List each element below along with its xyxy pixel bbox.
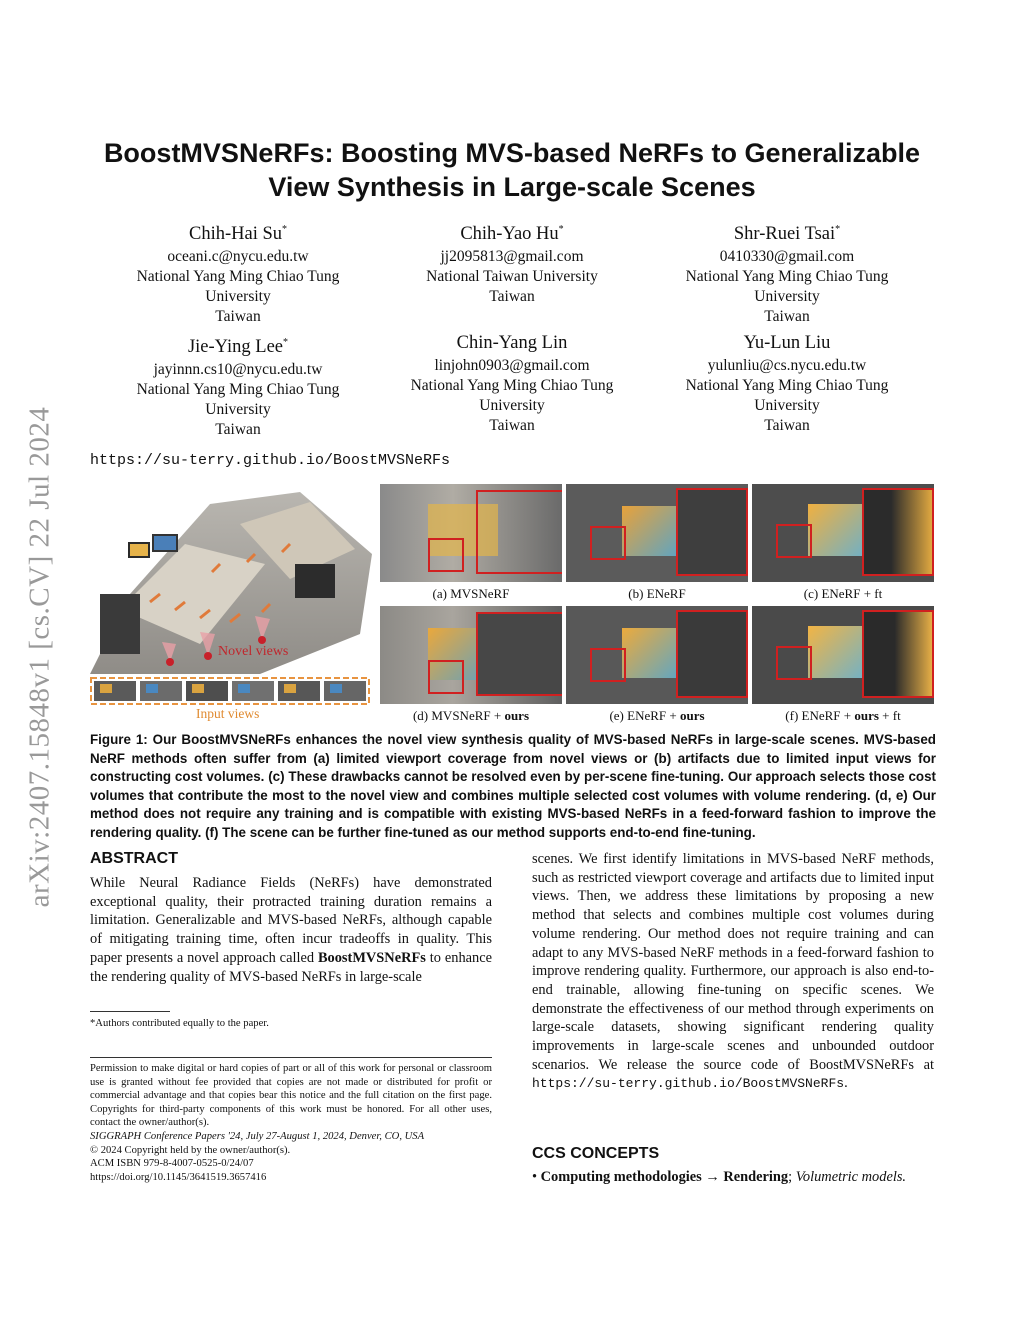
equal-contrib-mark: * [558,224,564,235]
figure-caption: Figure 1: Our BoostMVSNeRFs enhances the novel view synthesis quality of MVS-based NeRFs in large-scale scenes. MVS-based NeRF methods often suffer from (a) limited viewport coverage from novel views or (b) artifacts due to limited input views for constructing cost volumes. (c) These drawbacks cannot be resolved even by per-scene fine-tuning. Our approach selects those cost volumes that contribute the most to the novel view and combines multiple selected cost volumes with volume rendering. (d, e) Our method does not require any training and is compatible with existing MVS-based NeRFs in a feed-forward fashion to improve the rendering quality. (f) The scene can be further fine-tuned as our method supports end-to-end fine-tuning. [90,732,936,840]
author-block [362,331,662,436]
author-country: Taiwan [764,417,810,434]
author-email: linjohn0903@gmail.com [434,357,590,374]
footnote-rule [90,1011,170,1012]
author-block [637,218,937,327]
author-affiliation: National Yang Ming Chiao Tung [410,377,614,394]
copyright-line: © 2024 Copyright held by the owner/author(s). [90,1144,291,1156]
permission-text: Permission to make digital or hard copies of part or all of this work for personal or classroom use is granted without fee provided that copies are not made or distributed for profit or commercial advantage and that copies bear this notice and the full citation on the first page. Copyrights for third-party components of this work must be honored. For all other uses, contact the owner/author(s). [90,1063,492,1129]
ccs-heading: CCS CONCEPTS [532,1145,660,1162]
conference-line: SIGGRAPH Conference Papers '24, July 27-August 1, 2024, Denver, CO, USA [90,1130,425,1142]
author-name: Chih-Yao Hu [460,224,559,245]
author-email: 0410330@gmail.com [719,248,855,266]
author-affiliation: National Yang Ming Chiao Tung [136,381,340,399]
author-affiliation-cont: University [479,397,545,414]
author-affiliation: National Yang Ming Chiao Tung [136,268,340,286]
author-email: jayinnn.cs10@nycu.edu.tw [153,361,323,379]
doi-line[interactable]: https://doi.org/10.1145/3641519.3657416 [90,1171,267,1183]
author-affiliation: National Taiwan University [426,268,598,286]
render-enerf-ours-ft [752,606,934,704]
author-affiliation: National Yang Ming Chiao Tung [685,268,889,286]
author-block [362,218,662,307]
title-line-2: View Synthesis in Large-scale Scenes [268,172,756,202]
project-url[interactable]: https://su-terry.github.io/BoostMVSNeRFs [90,452,451,469]
author-affiliation-cont: University [754,288,820,306]
render-enerf-ours [566,606,748,704]
subcaption-b: (b) ENeRF [628,586,686,601]
author-name: Yu-Lun Liu [743,333,831,353]
equal-contrib-mark: * [835,224,841,235]
permission-rule [90,1057,492,1058]
author-country: Taiwan [764,308,810,326]
author-name: Chih-Hai Su [188,224,282,245]
footnote: *Authors contributed equally to the paper. [90,1018,269,1029]
subcaption-e: (e) ENeRF + ours [609,708,705,723]
author-name: Shr-Ruei Tsai [733,224,836,245]
permission-block [90,1062,492,1184]
equal-contrib-mark: * [282,224,287,235]
author-country: Taiwan [215,421,261,439]
render-mvsnerf [380,484,562,582]
ccs-concepts: • Computing methodologies → Rendering; Volumetric models. [532,1169,907,1185]
author-name: Chin-Yang Lin [456,333,568,353]
author-country: Taiwan [215,308,261,326]
figure-scene-panel [90,484,372,724]
subcaption-d: (d) MVSNeRF + ours [412,708,530,723]
abstract-heading: ABSTRACT [90,850,178,867]
input-view-thumbnails [94,681,366,701]
author-email: oceani.c@nycu.edu.tw [167,248,309,266]
render-enerf [566,484,748,582]
author-country: Taiwan [489,417,535,434]
subcaption-f: (f) ENeRF + ours + ft [785,708,901,723]
author-block [637,331,937,436]
scene-point-cloud-image [90,484,372,724]
subcaption-a: (a) MVSNeRF [432,586,510,601]
author-affiliation: National Yang Ming Chiao Tung [685,377,889,394]
author-block [88,331,388,440]
author-block [88,218,388,327]
author-name: Jie-Ying Lee [187,337,284,358]
render-enerf-ft [752,484,934,582]
isbn-line: ACM ISBN 979-8-4007-0525-0/24/07 [90,1158,254,1170]
abstract-paragraph-1: While Neural Radiance Fields (NeRFs) have demonstrated exceptional quality, their protracted training duration remains a limitation. Generalizable and MVS-based NeRFs, although capable of mitigating training time, often incur tradeoffs in quality. This paper presents a novel approach called BoostMVSNeRFs to enhance the rendering quality of MVS-based NeRFs in large-scale [90,875,492,985]
author-affiliation-cont: University [205,288,271,306]
paper-title [60,136,964,204]
author-affiliation-cont: University [205,401,271,419]
author-country: Taiwan [489,288,535,306]
equal-contrib-mark: * [283,337,289,348]
arxiv-stamp [20,372,60,942]
arxiv-stamp-text: arXiv:2407.15848v1 [cs.CV] 22 Jul 2024 [23,406,56,908]
render-mvsnerf-ours [380,606,562,704]
subcaption-c: (c) ENeRF + ft [803,586,883,601]
input-views-label: Input views [196,706,260,721]
author-affiliation-cont: University [754,397,820,414]
author-email: yulunliu@cs.nycu.edu.tw [707,357,867,374]
title-line-1: BoostMVSNeRFs: Boosting MVS-based NeRFs to Generalizable [103,138,921,168]
code-url[interactable]: https://su-terry.github.io/BoostMVSNeRFs [532,1076,845,1092]
abstract-paragraph-2: scenes. We first identify limitations in MVS-based NeRF methods, such as restricted viewport coverage and artifacts due to limited input views. Then, we address these limitations by proposing a new method that selects and combines multiple cost volumes during volume rendering. Our method does not require training and can adapt to any MVS-based NeRF methods in a feed-forward fashion to improve rendering quality. Furthermore, our approach is also end-to-end trainable, allowing fine-tuning on specific scenes. We demonstrate the effectiveness of our method through experiments on large-scale datasets, showing significant rendering quality improvements in large-scale scenes and unbounded outdoor scenarios. We release the source code of BoostMVSNeRFs at https://su-terry.github.io/BoostMVSNeRFs. [532,851,934,1092]
author-email: jj2095813@gmail.com [440,248,584,266]
novel-views-label: Novel views [218,644,289,659]
